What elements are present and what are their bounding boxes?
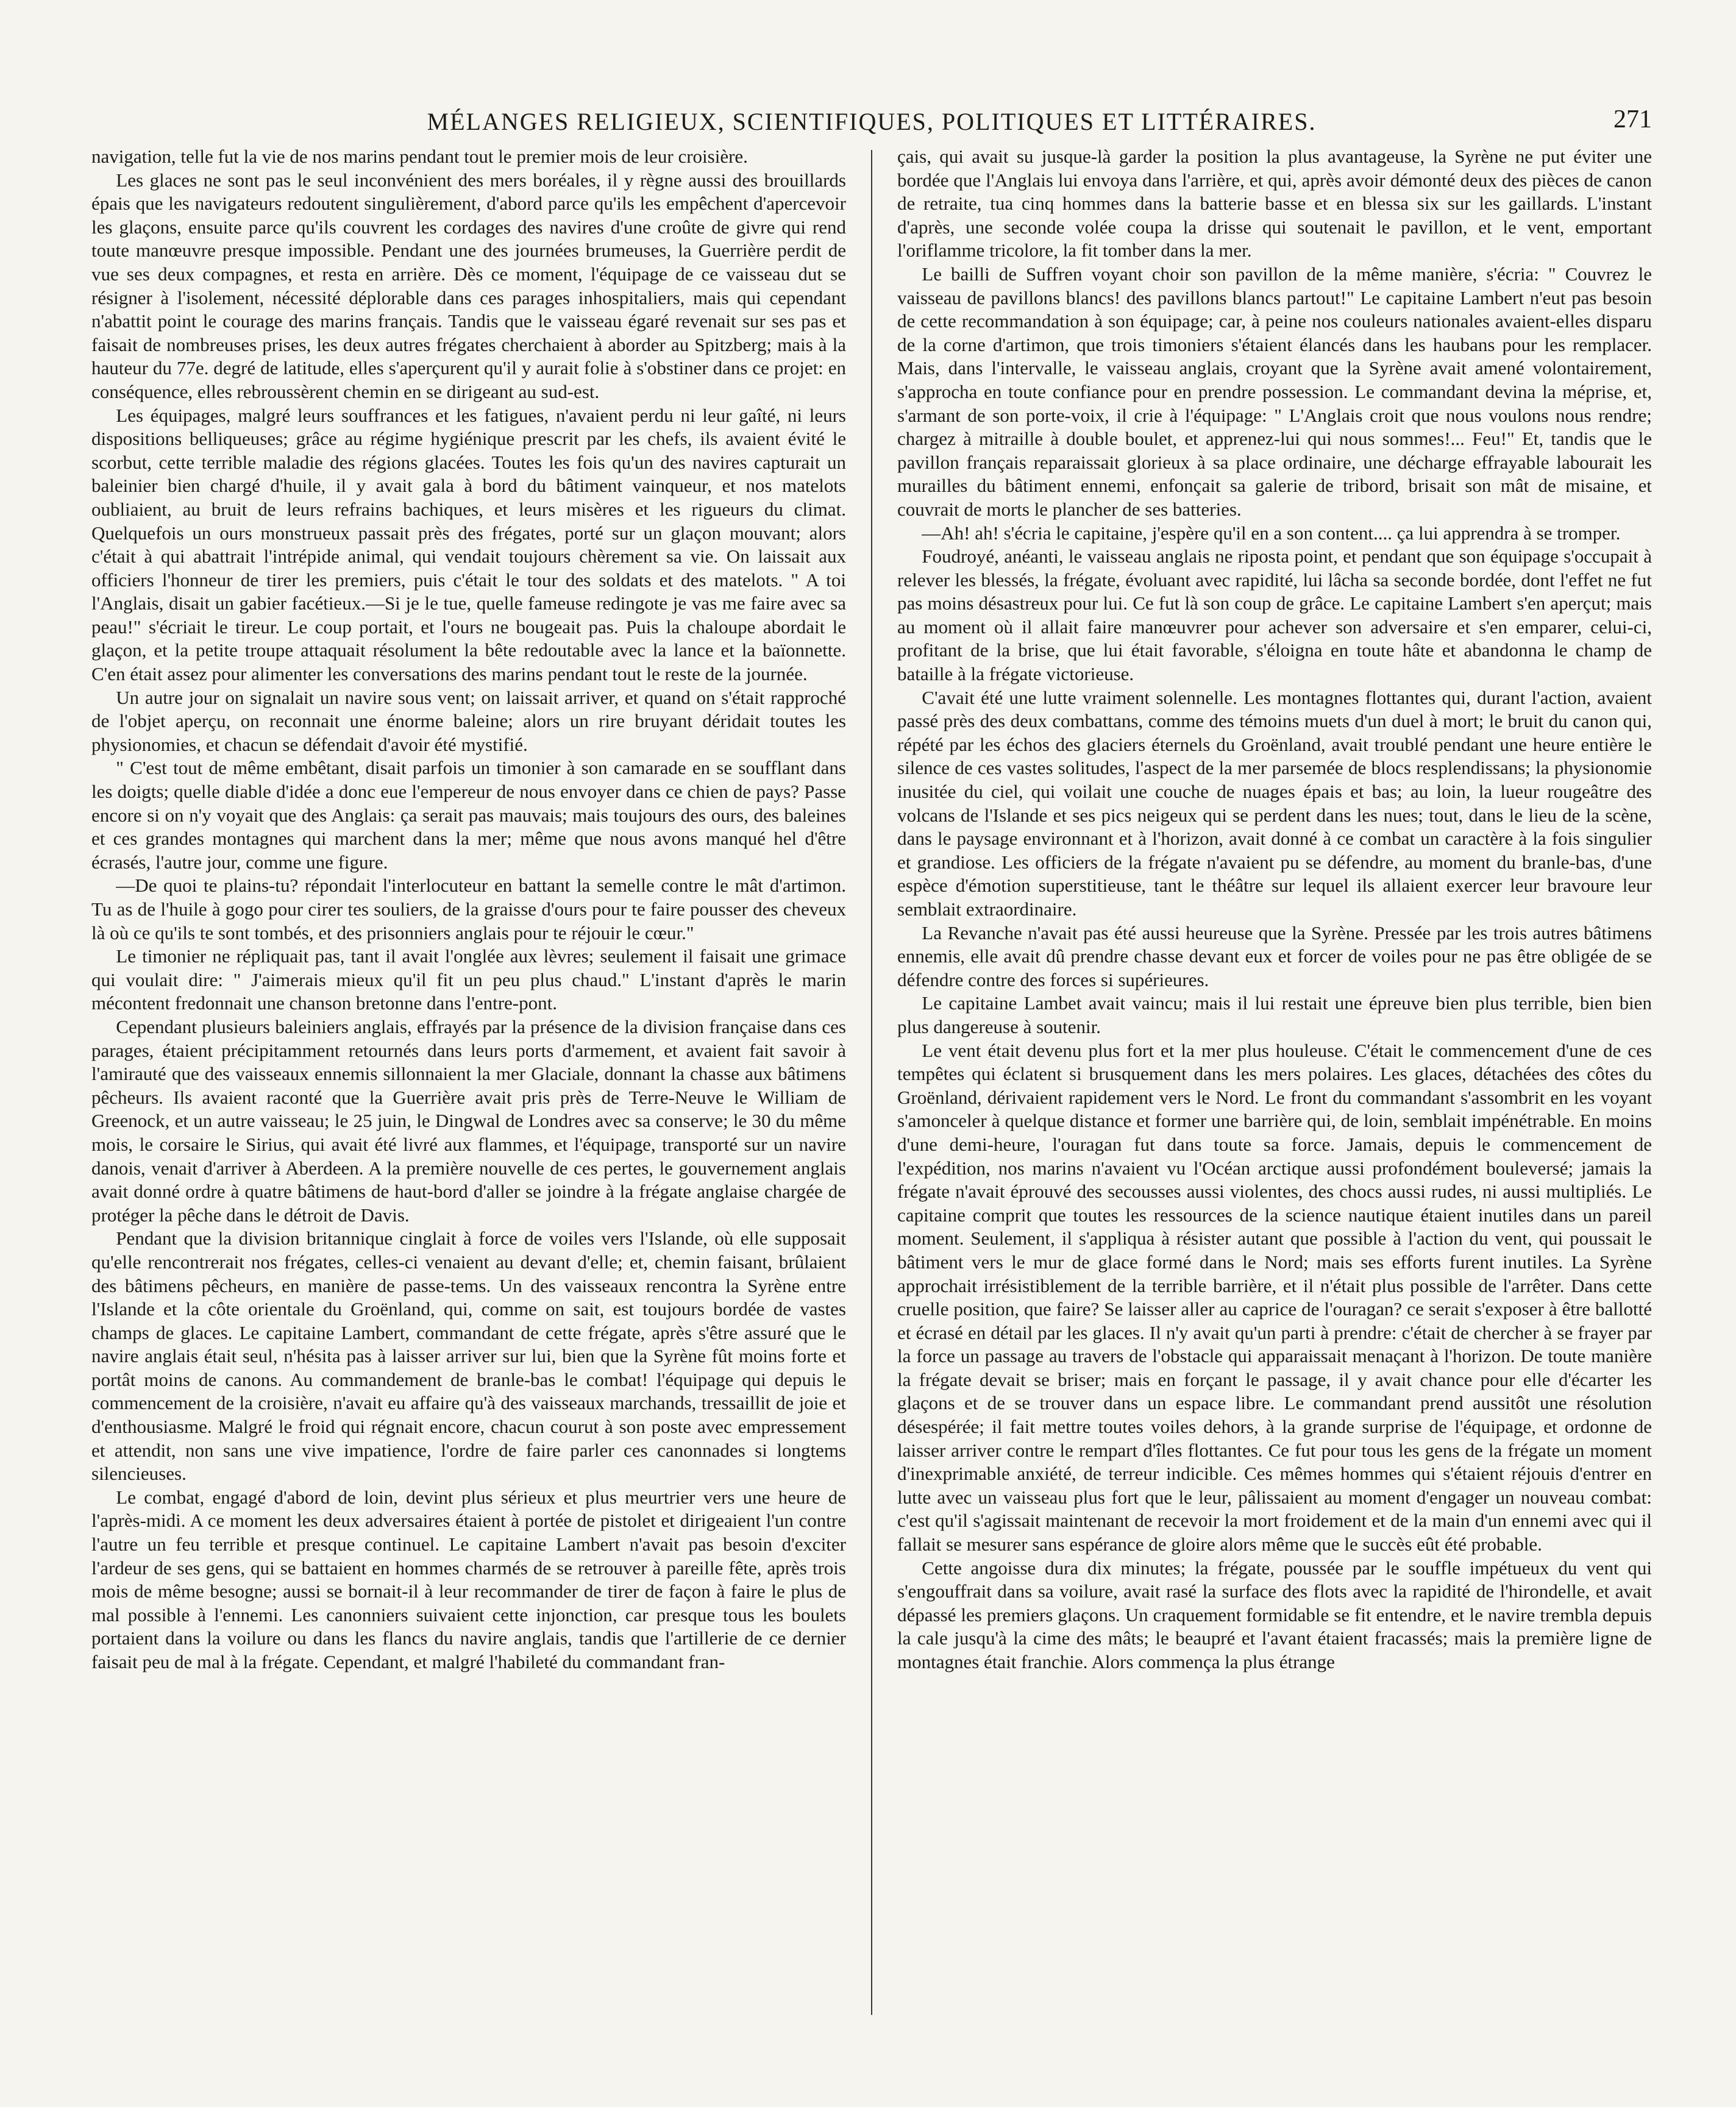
paragraph: Le vent était devenu plus fort et la mer plus houleuse. C'était le commencement d'une de ces tempêtes qui éclatent si brusquement dans les mers polaires. Les glaces, détachées des côtes du Groënland, dérivaient rapidement vers le Nord. Le front du commandant s'assombrit en les voyant s'amonceler à quelque distance et former une barrière qui, de loin, semblait impénétrable. En moins d'une demi-heure, l'ouragan fut dans toute sa force. Jamais, depuis le commencement de l'expédition, nos marins n'avaient vu l'Océan arctique aussi profondément bouleversé; jamais la frégate n'avait éprouvé des secousses aussi violentes, des chocs aussi rudes, ni aussi multipliés. Le capitaine comprit que toutes les ressources de la science nautique étaient inutiles dans un pareil moment. Seulement, il s'appliqua à résister autant que possible à l'action du vent, qui poussait le bâtiment vers le mur de glace formé dans le Nord; mais ses efforts furent inutiles. La Syrène approchait irrésistiblement de la terrible barrière, et il n'était plus possible de l'arrêter. Dans cette cruelle position, que faire? Se laisser aller au caprice de l'ouragan? ce serait s'exposer à être ballotté et écrasé en détail par les glaces. Il n'y avait qu'un parti à prendre: c'était de chercher à se frayer par la force un passage au travers de l'obstacle qui apparaissait menaçant à l'horizon. De toute manière la frégate devait se briser; mais en forçant le passage, il y avait chance pour elle d'écarter les glaçons et de se trouver dans un espace libre. Le commandant prend aussitôt une résolution désespérée; il fait mettre toutes voiles dehors, à la grande surprise de l'équipage, et ordonne de laisser arriver contre le rempart d'îles flottantes. Ce fut pour tous les gens de la frégate un moment d'inexprimable anxiété, de terreur indicible. Ces mêmes hommes qui s'étaient réjouis d'entrer en lutte avec un vaisseau plus fort que le leur, pâlissaient au moment d'engager un nouveau combat: c'est qu'il s'agissait maintenant de recevoir la mort froidement et de la main d'un ennemi avec qui il fallait se mesurer sans espérance de gloire alors même que le succès eût été probable.: [897, 1039, 1652, 1555]
left-column: [91, 145, 846, 2022]
page-number: 271: [1613, 105, 1652, 133]
paragraph: " C'est tout de même embêtant, disait parfois un timonier à son camarade en se soufflant dans les doigts; quelle diable d'idée a donc eue l'empereur de nous envoyer dans ce chien de pays? Passe encore si on n'y voyait que des Anglais: ça serait pas mauvais; mais toujours des ours, des baleines et ces grandes montagnes qui marchent dans la mer; même que nous avons manqué hel d'être écrasés, l'autre jour, comme une figure.: [91, 757, 846, 873]
paragraph: La Revanche n'avait pas été aussi heureuse que la Syrène. Pressée par les trois autres bâtimens ennemis, elle avait dû prendre chasse devant eux et forcer de voiles pour ne pas être obligée de se défendre contre des forces si supérieures.: [897, 922, 1652, 990]
paragraph: —De quoi te plains-tu? répondait l'interlocuteur en battant la semelle contre le mât d'artimon. Tu as de l'huile à gogo pour cirer tes souliers, de la graisse d'ours pour te faire pousser des cheveux là où ce qu'ils te sont tombés, et des prisonniers anglais pour te réjouir le cœur.": [91, 875, 846, 943]
right-column: [897, 145, 1652, 2022]
paragraph: navigation, telle fut la vie de nos marins pendant tout le premier mois de leur croisière.: [91, 146, 748, 167]
paragraph: Cette angoisse dura dix minutes; la frégate, poussée par le souffle impétueux du vent qui s'engouffrait dans sa voilure, avait rasé la surface des flots avec la rapidité de l'hirondelle, et avait dépassé les premiers glaçons. Un craquement formidable se fit entendre, et le navire trembla depuis la cale jusqu'à la cime des mâts; le beaupré et l'avant étaient fracassés; mais la première ligne de montagnes était franchie. Alors commença la plus étrange: [897, 1557, 1652, 1672]
paragraph: C'avait été une lutte vraiment solennelle. Les montagnes flottantes qui, durant l'action, avaient passé près des deux combattans, comme des témoins muets d'un duel à mort; le bruit du canon qui, répété par les échos des glaciers éternels du Groënland, avait troublé pendant une heure entière le silence de ces vastes solitudes, l'aspect de la mer parsemée de blocs resplendissans; la physionomie inusitée du ciel, qui voilait une couche de nuages épais et bas; au loin, la lueur rougeâtre des volcans de l'Islande et ses pics neigeux qui se perdent dans les nues; tout, dans le lieu de la scène, dans le paysage environnant et à l'horizon, avait donné à ce combat un caractère à la fois singulier et grandiose. Les officiers de la frégate n'avaient pu se défendre, au moment du branle-bas, d'une espèce d'émotion superstitieuse, tant le théâtre sur lequel ils allaient exercer leur bravoure leur semblait extraordinaire.: [897, 686, 1652, 920]
paragraph: Le timonier ne répliquait pas, tant il avait l'onglée aux lèvres; seulement il faisait une grimace qui voulait dire: " J'aimerais mieux qu'il fit un peu plus chaud." L'instant d'après le marin mécontent fredonnait une chanson bretonne dans l'entre-pont.: [91, 945, 846, 1014]
paragraph: Foudroyé, anéanti, le vaisseau anglais ne riposta point, et pendant que son équipage s'occupait à relever les blessés, la frégate, évoluant avec rapidité, lui lâcha sa seconde bordée, dont l'effet ne fut pas moins désastreux pour lui. Ce fut là son coup de grâce. Le capitaine Lambert s'en aperçut; mais au moment où il allait faire manœuvrer pour achever son adversaire et s'en emparer, celui-ci, profitant de la brise, que lui était favorable, s'éloigna en toute hâte et abandonna le champ de bataille à la frégate victorieuse.: [897, 545, 1652, 685]
paragraph: —Ah! ah! s'écria le capitaine, j'espère qu'il en a son content.... ça lui apprendra à se tromper.: [922, 522, 1621, 544]
paragraph: çais, qui avait su jusque-là garder la position la plus avantageuse, la Syrène ne put éviter une bordée que l'Anglais lui envoya dans l'arrière, et qui, après avoir démonté deux des pièces de canon de retraite, tua cinq hommes dans la batterie basse et en blessa six sur les gaillards. L'instant d'après, une seconde volée coupa la drisse qui soutenait le pavillon, et le vent, emportant l'oriflamme tricolore, la fit tomber dans la mer.: [897, 146, 1652, 261]
paragraph: Pendant que la division britannique cinglait à force de voiles vers l'Islande, où elle supposait qu'elle rencontrerait nos frégates, celles-ci venaient au devant d'elle; et, chemin faisant, brûlaient des bâtimens pêcheurs, en manière de passe-tems. Un des vaisseaux rencontra la Syrène entre l'Islande et la côte orientale du Groënland, qui, comme on sait, est toujours bordée de vastes champs de glaces. Le capitaine Lambert, commandant de cette frégate, après s'être assuré que le navire anglais était seul, n'hésita pas à laisser arriver sur lui, bien que la Syrène fût moins forte et portât moins de canons. Au commandement de branle-bas le combat! l'équipage qui depuis le commencement de la croisière, n'avait eu affaire qu'à des vaisseaux marchands, tressaillit de joie et d'enthousiasme. Malgré le froid qui régnait encore, chacun courut à son poste avec empressement et attendit, non sans une vive impatience, l'ordre de faire parler ces canonnades si longtems silencieuses.: [91, 1228, 846, 1485]
paragraph: Le capitaine Lambet avait vaincu; mais il lui restait une épreuve bien plus terrible, bien bien plus dangereuse à soutenir.: [897, 992, 1652, 1037]
running-head: [91, 102, 1652, 145]
paragraph: Les glaces ne sont pas le seul inconvénient des mers boréales, il y règne aussi des brouillards épais que les navigateurs redoutent singulièrement, d'abord parce qu'ils les empêchent d'apercevoir les glaçons, ensuite parce qu'ils couvrent les cordages des navires d'une croûte de givre qui rend toute manœuvre presque impossible. Pendant une des journées brumeuses, la Guerrière perdit de vue ses deux compagnes, et resta en arrière. Dès ce moment, l'équipage de ce vaisseau dut se résigner à l'isolement, nécessité déplorable dans ces parages inhospitaliers, mais qui cependant n'abattit point le courage des marins français. Tandis que le vaisseau égaré revenait sur ses pas et faisait de nombreuses prises, les deux autres frégates cherchaient à aborder au Spitzberg; mais à la hauteur du 77e. degré de latitude, elles s'aperçurent qu'il y aurait folie à s'obstiner dans ce projet: en conséquence, elles rebroussèrent chemin en se dirigeant au sud-est.: [91, 169, 846, 402]
paragraph: Le combat, engagé d'abord de loin, devint plus sérieux et plus meurtrier vers une heure de l'après-midi. A ce moment les deux adversaires étaient à portée de pistolet et dirigeaient l'un contre l'autre un feu terrible et presque continuel. Le capitaine Lambert n'avait pas besoin d'exciter l'ardeur de ses gens, qui se battaient en hommes charmés de se retrouver à pareille fête, après trois mois de même besogne; aussi se bornait-il à leur recommander de tirer de façon à faire le plus de mal possible à l'ennemi. Les canonniers suivaient cette injonction, car presque tous les boulets portaient dans la voilure ou dans les flancs du navire anglais, tandis que l'artillerie de ce dernier faisait peu de mal à la frégate. Cependant, et malgré l'habileté du commandant fran-: [91, 1486, 846, 1672]
paragraph: Les équipages, malgré leurs souffrances et les fatigues, n'avaient perdu ni leur gaîté, ni leurs dispositions belliqueuses; grâce au régime hygiénique prescrit par les chefs, ils avaient évité le scorbut, cette terrible maladie des régions glacées. Toutes les fois qu'un des navires capturait un baleinier bien chargé d'huile, il y avait gala à bord du bâtiment vainqueur, et nos matelots oubliaient, au bruit de leurs refrains bachiques, et leurs misères et les rigueurs du climat. Quelquefois un ours monstrueux passait près des frégates, porté sur un glaçon mouvant; alors c'était à qui abattrait l'intrépide animal, qui vendait toujours chèrement sa vie. On laissait aux officiers l'honneur de tirer les premiers, puis c'était le tour des soldats et des matelots. " A toi l'Anglais, disait un gabier facétieux.—Si je le tue, quelle fameuse redingote je vas me faire avec sa peau!" s'écriait le tireur. Le coup portait, et l'ours ne bougeait pas. Puis la chaloupe abordait le glaçon, et la petite troupe attaquait résolument la bête redoutable avec la lance et la baïonnette. C'en était assez pour alimenter les conversations des marins pendant tout le reste de la journée.: [91, 404, 846, 685]
text-columns: [91, 145, 1652, 2022]
paragraph: Un autre jour on signalait un navire sous vent; on laissait arriver, et quand on s'était rapproché de l'objet aperçu, on reconnait une énorme baleine; alors un rire bruyant déridait toutes les physionomies, et chacun se défendait d'avoir été mystifié.: [91, 686, 846, 755]
column-divider: [871, 150, 872, 2015]
paragraph: Cependant plusieurs baleiniers anglais, effrayés par la présence de la division française dans ces parages, étaient précipitamment retournés dans leurs ports d'armement, et avaient fait savoir à l'amirauté que des vaisseaux ennemis sillonnaient la mer Glaciale, donnant la chasse aux bâtimens pêcheurs. Ils avaient raconté que la Guerrière avait pris près de Terre-Neuve le William de Greenock, et un autre vaisseau; le 25 juin, le Dingwal de Londres avec sa conserve; le 30 du même mois, le corsaire le Sirius, qui avait été livré aux flammes, et l'équipage, transporté sur un navire danois, venait d'arriver à Aberdeen. A la première nouvelle de ces pertes, le gouvernement anglais avait donné ordre à quatre bâtimens de haut-bord d'aller se joindre à la frégate anglaise chargée de protéger la pêche dans le détroit de Davis.: [91, 1015, 846, 1226]
page-title: MÉLANGES RELIGIEUX, SCIENTIFIQUES, POLITIQUES ET LITTÉRAIRES.: [427, 108, 1317, 135]
paragraph: Le bailli de Suffren voyant choir son pavillon de la même manière, s'écria: " Couvrez le vaisseau de pavillons blancs! des pavillons blancs partout!" Le capitaine Lambert n'eut pas besoin de cette recommandation à son équipage; car, à peine nos couleurs nationales avaient-elles disparu de la corne d'artimon, que trois timoniers s'étaient élancés dans les haubans pour les remplacer. Mais, dans l'intervalle, le vaisseau anglais, croyant que la Syrène avait amené volontairement, s'approcha en toute confiance pour en prendre possession. Le commandant devina la méprise, et, s'armant de son porte-voix, il crie à l'équipage: " L'Anglais croit que nous voulons nous rendre; chargez à mitraille à double boulet, et apprenez-lui qui nous sommes!... Feu!" Et, tandis que le pavillon français reparaissait glorieux à sa place ordinaire, une décharge effrayable labourait les murailles du bâtiment ennemi, enfonçait sa galerie de tribord, brisait son mât de misaine, et couvrait de morts le plancher de ses batteries.: [897, 263, 1652, 520]
